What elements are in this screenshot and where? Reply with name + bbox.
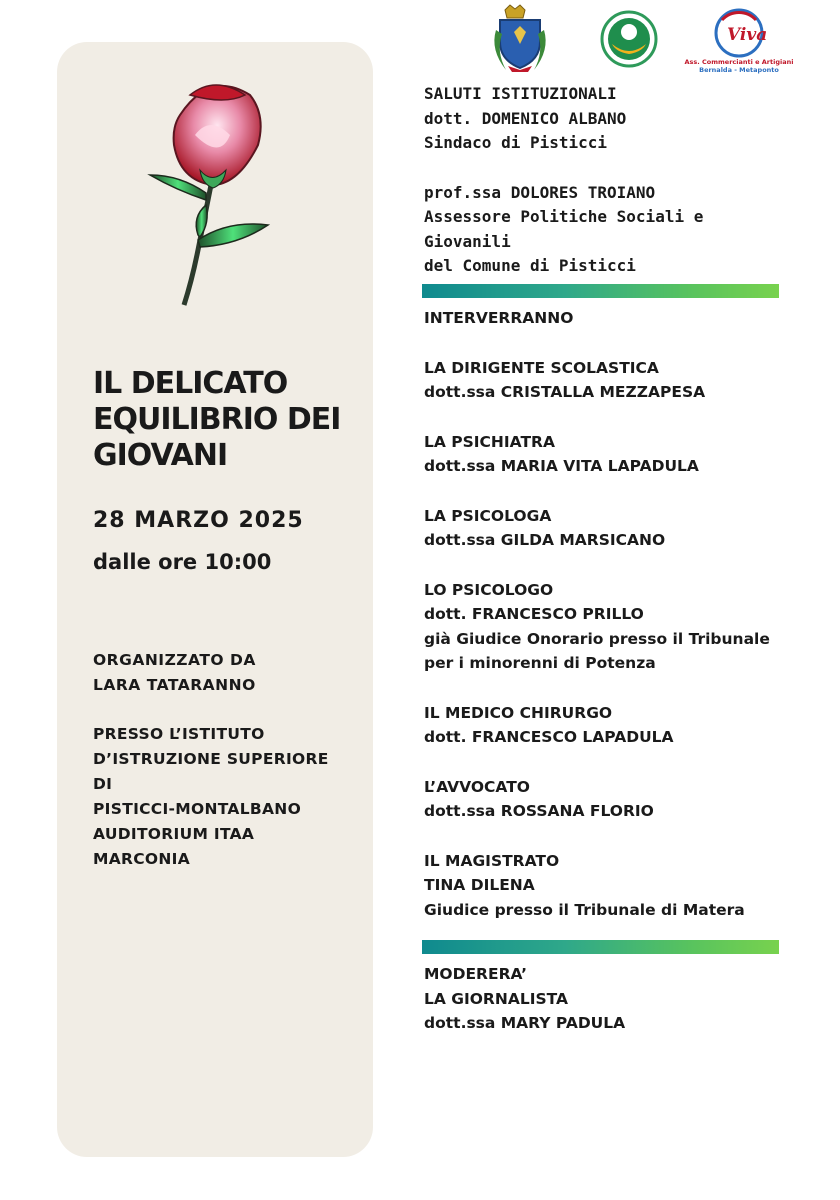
glass-rose-icon <box>140 75 280 310</box>
viva-logo-text: Viva <box>727 25 768 45</box>
speaker-line: dott.ssa ROSSANA FLORIO <box>424 802 654 820</box>
speaker-item <box>424 356 804 405</box>
speaker-line: già Giudice Onorario presso il Tribunale <box>424 629 770 648</box>
venue-line: PRESSO L’ISTITUTO <box>93 725 265 743</box>
speaker-item <box>424 578 804 676</box>
greeting-line: prof.ssa DOLORES TROIANO <box>424 182 656 202</box>
venue-line: DI <box>93 775 113 793</box>
speaker-line: LA PSICOLOGA <box>424 506 552 525</box>
speaker-line: Giudice presso il Tribunale di Matera <box>424 900 745 919</box>
speaker-item <box>424 849 804 923</box>
speaker-line: LO PSICOLOGO <box>424 580 554 599</box>
speaker-item <box>424 701 804 750</box>
moderator-line: LA GIORNALISTA <box>424 989 569 1008</box>
speaker-line: dott. FRANCESCO LAPADULA <box>424 728 674 746</box>
title-line: IL DELICATO <box>93 366 288 401</box>
greeting-line: Assessore Politiche Sociali e <box>424 207 704 226</box>
speaker-line: IL MAGISTRATO <box>424 851 560 870</box>
venue <box>93 722 329 872</box>
greeting-block <box>424 181 804 279</box>
social-hands-logo-icon <box>602 12 656 66</box>
moderator-line: dott.ssa MARY PADULA <box>424 1014 626 1032</box>
greeting-line: del Comune di Pisticci <box>424 256 636 275</box>
venue-line: MARCONIA <box>93 850 191 868</box>
title-line: EQUILIBRIO DEI <box>93 402 341 437</box>
greeting-line: SALUTI ISTITUZIONALI <box>424 84 617 103</box>
venue-line: AUDITORIUM ITAA <box>93 825 255 843</box>
gradient-divider-top <box>422 284 779 298</box>
speaker-line: TINA DILENA <box>424 876 535 894</box>
speaker-line: per i minorenni di Potenza <box>424 654 656 672</box>
speaker-item <box>424 504 804 553</box>
speaker-line: LA PSICHIATRA <box>424 432 555 451</box>
viva-association-logo-icon <box>685 10 794 74</box>
greeting-block <box>424 82 804 156</box>
coat-of-arms-icon <box>494 5 545 72</box>
speakers-heading: INTERVERRANNO <box>424 309 574 327</box>
speakers-section <box>424 306 804 922</box>
viva-caption-2: Bernalda - Metaponto <box>699 66 779 74</box>
viva-caption-1: Ass. Commercianti e Artigiani <box>684 58 794 66</box>
speaker-item <box>424 775 804 824</box>
moderator-line: MODERERA’ <box>424 965 527 983</box>
event-time: dalle ore 10:00 <box>93 550 272 574</box>
greetings-section <box>424 82 804 279</box>
venue-line: D’ISTRUZIONE SUPERIORE <box>93 750 329 768</box>
organizer <box>93 648 256 698</box>
event-date: 28 MARZO 2025 <box>93 508 304 533</box>
moderator-section <box>424 962 804 1036</box>
event-title <box>93 366 363 474</box>
greeting-line: dott. DOMENICO ALBANO <box>424 108 627 128</box>
speaker-line: LA DIRIGENTE SCOLASTICA <box>424 358 659 377</box>
title-line: GIOVANI <box>93 438 228 473</box>
speaker-line: dott.ssa GILDA MARSICANO <box>424 531 666 549</box>
speaker-line: dott.ssa CRISTALLA MEZZAPESA <box>424 383 706 401</box>
greeting-line: Giovanili <box>424 231 511 251</box>
speaker-line: dott. FRANCESCO PRILLO <box>424 605 644 623</box>
speaker-line: IL MEDICO CHIRURGO <box>424 703 613 722</box>
organizer-line: ORGANIZZATO DA <box>93 651 256 669</box>
venue-line: PISTICCI-MONTALBANO <box>93 800 302 818</box>
speaker-line: L’AVVOCATO <box>424 777 530 796</box>
gradient-divider-bottom <box>422 940 779 954</box>
speaker-line: dott.ssa MARIA VITA LAPADULA <box>424 457 699 475</box>
greeting-line: Sindaco di Pisticci <box>424 133 608 152</box>
speaker-item <box>424 430 804 479</box>
organizer-line: LARA TATARANNO <box>93 676 256 694</box>
